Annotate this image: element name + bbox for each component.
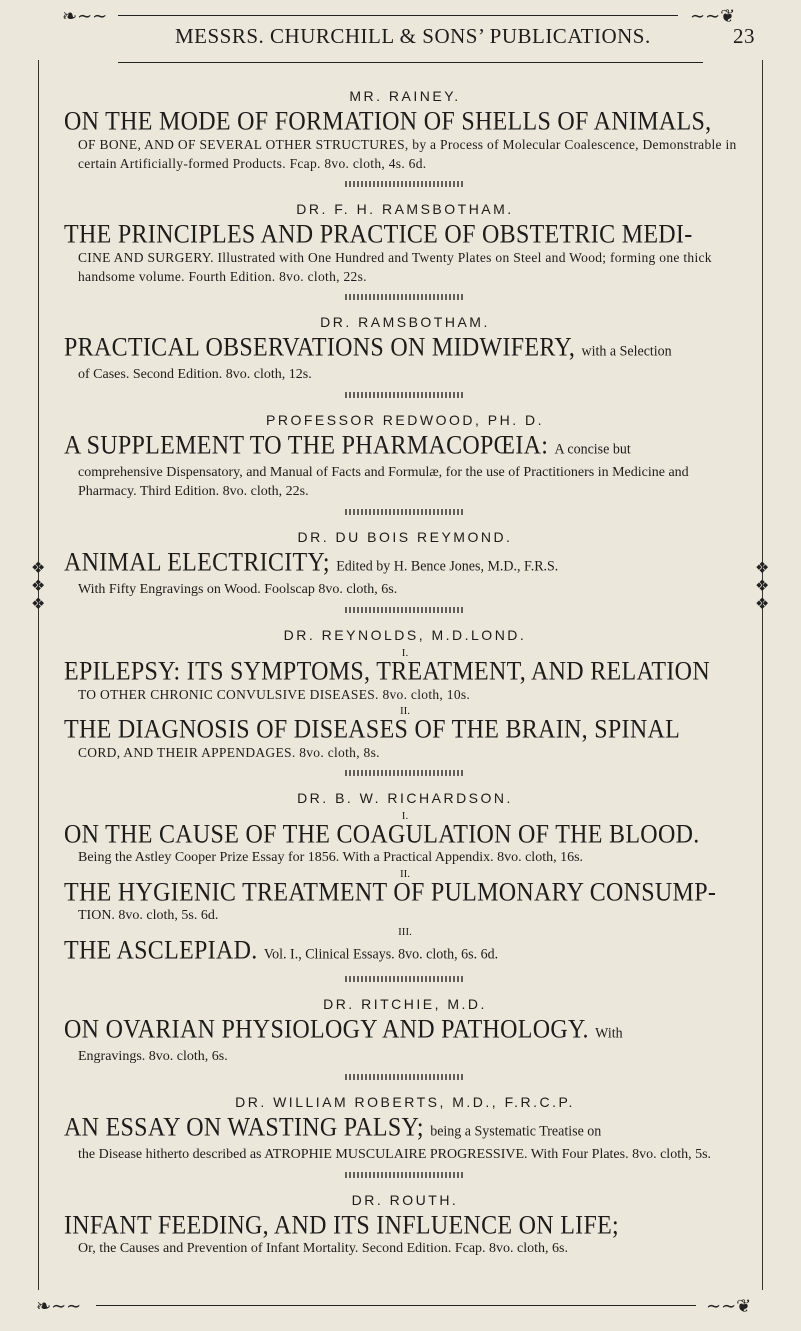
work-title: ON OVARIAN PHYSIOLOGY AND PATHOLOGY. With — [64, 1015, 623, 1044]
author-name: DR. WILLIAM ROBERTS, M.D., F.R.C.P. — [235, 1094, 575, 1110]
work-title: EPILEPSY: ITS SYMPTOMS, TREATMENT, AND RELATION — [64, 657, 710, 687]
work-details: the Disease hitherto described as ATROPHIE MUSCULAIRE PROGRESSIVE. With Four Plates. 8vo. cloth, 5s. — [78, 1147, 712, 1162]
work-title: AN ESSAY ON WASTING PALSY; being a Systematic Treatise on — [64, 1113, 602, 1142]
work-numeral: II. — [399, 705, 411, 717]
title-continuation: Vol. I., Clinical Essays. 8vo. cloth, 6s. 6d. — [263, 946, 499, 963]
left-ornament: ❖ ❖ ❖ — [31, 560, 46, 613]
author-name: DR. B. W. RICHARDSON. — [297, 790, 513, 806]
entry-f-h-ramsbotham — [64, 201, 746, 300]
separator — [345, 976, 465, 982]
work-title: THE ASCLEPIAD. Vol. I., Clinical Essays. 8vo. cloth, 6s. 6d. — [64, 936, 499, 965]
work-details: Or, the Causes and Prevention of Infant Mortality. Second Edition. Fcap. 8vo. cloth, 6s. — [78, 1241, 568, 1256]
work-details: Being the Astley Cooper Prize Essay for 1856. With a Practical Appendix. 8vo. cloth, 16s. — [78, 850, 584, 865]
work-title: PRACTICAL OBSERVATIONS ON MIDWIFERY, with a Selection — [64, 333, 672, 362]
separator — [345, 392, 465, 398]
left-border — [38, 60, 39, 1290]
work-subtitle: CINE AND SURGERY. Illustrated with One Hundred and Twenty Plates on Steel and Wood; forming one thick handsome volume. Fourth Edition. 8vo. cloth, 22s. — [78, 250, 712, 284]
work-title: THE HYGIENIC TREATMENT OF PULMONARY CONSUMP- — [64, 878, 717, 908]
author-name: MR. RAINEY. — [349, 88, 461, 104]
work-numeral: I. — [401, 810, 409, 822]
work-details: 8vo. cloth, 8s. — [299, 745, 380, 760]
work-subtitle: OF BONE, AND OF SEVERAL OTHER STRUCTURES, by a Process of Molecular Coalescence, Demonstrable in certain Artificially-formed Products. Fcap. 8vo. cloth, 4s. 6d. — [78, 137, 737, 171]
top-left-flourish: ❧∼∼ — [62, 6, 108, 26]
work-details: Illustrated with One Hundred and Twenty Plates on Steel and Wood; forming one thick handsome volume. Fourth Edition. 8vo. cloth, 22s. — [78, 250, 712, 284]
author-name: PROFESSOR REDWOOD, PH. D. — [266, 412, 544, 428]
top-right-flourish: ∼∼❦ — [690, 6, 736, 26]
work-title: ANIMAL ELECTRICITY; Edited by H. Bence Jones, M.D., F.R.S. — [64, 548, 559, 577]
right-ornament: ❖ ❖ ❖ — [755, 560, 770, 613]
separator — [345, 509, 465, 515]
work-numeral: III. — [398, 926, 412, 938]
title-continuation: A concise but — [554, 441, 631, 458]
work-title: THE DIAGNOSIS OF DISEASES OF THE BRAIN, SPINAL — [64, 715, 681, 745]
entry-ramsbotham — [64, 314, 746, 398]
entry-rainey — [64, 88, 746, 187]
bottom-right-flourish: ∼∼❦ — [706, 1296, 752, 1316]
page-number: 23 — [733, 24, 755, 48]
separator — [345, 294, 465, 300]
separator — [345, 1172, 465, 1178]
work-title: THE PRINCIPLES AND PRACTICE OF OBSTETRIC MEDI- — [64, 220, 693, 250]
publisher-title: MESSRS. CHURCHILL & SONS’ PUBLICATIONS. — [175, 24, 651, 48]
work-details: With Fifty Engravings on Wood. Foolscap 8vo. cloth, 6s. — [78, 582, 398, 597]
work-details: TION. 8vo. cloth, 5s. 6d. — [78, 908, 219, 923]
page-header — [175, 24, 755, 49]
work-numeral: I. — [401, 647, 409, 659]
catalogue-list — [64, 88, 746, 1258]
work-details: Engravings. 8vo. cloth, 6s. — [78, 1049, 228, 1064]
entry-richardson — [64, 790, 746, 982]
work-details: comprehensive Dispensatory, and Manual of Facts and Formulæ, for the use of Practitioners in Medicine and Pharmacy. Third Edition. 8vo. cloth, 22s. — [78, 465, 689, 499]
entry-redwood — [64, 412, 746, 515]
right-border — [762, 60, 763, 1290]
entry-ritchie — [64, 996, 746, 1080]
work-details: 8vo. cloth, 10s. — [382, 687, 471, 702]
separator — [345, 607, 465, 613]
work-title: A SUPPLEMENT TO THE PHARMACOPŒIA: A concise but — [64, 431, 631, 460]
title-continuation: being a Systematic Treatise on — [430, 1123, 602, 1140]
work-title: INFANT FEEDING, AND ITS INFLUENCE ON LIFE; — [64, 1211, 620, 1241]
entry-reynolds — [64, 627, 746, 776]
entry-roberts — [64, 1094, 746, 1178]
entry-du-bois-reymond — [64, 529, 746, 613]
author-name: DR. RAMSBOTHAM. — [320, 314, 490, 330]
work-title: ON THE CAUSE OF THE COAGULATION OF THE BLOOD. — [64, 820, 700, 850]
author-name: DR. DU BOIS REYMOND. — [297, 529, 513, 545]
author-name: DR. RITCHIE, M.D. — [323, 996, 487, 1012]
separator — [345, 1074, 465, 1080]
work-title: ON THE MODE OF FORMATION OF SHELLS OF ANIMALS, — [64, 107, 712, 137]
author-name: DR. F. H. RAMSBOTHAM. — [296, 201, 514, 217]
work-details: of Cases. Second Edition. 8vo. cloth, 12s. — [78, 367, 312, 382]
separator — [345, 181, 465, 187]
work-subtitle: CORD, AND THEIR APPENDAGES. 8vo. cloth, 8s. — [78, 745, 380, 760]
bottom-rule — [96, 1305, 696, 1306]
entry-routh — [64, 1192, 746, 1258]
work-details: by a Process of Molecular Coalescence, Demonstrable in certain Artificially-formed Products. Fcap. 8vo. cloth, 4s. 6d. — [78, 137, 737, 171]
title-continuation: with a Selection — [581, 343, 672, 360]
work-subtitle: TO OTHER CHRONIC CONVULSIVE DISEASES. 8vo. cloth, 10s. — [78, 687, 471, 702]
bottom-left-flourish: ❧∼∼ — [36, 1296, 82, 1316]
title-continuation: Edited by H. Bence Jones, M.D., F.R.S. — [336, 558, 559, 575]
top-rule — [118, 15, 678, 16]
header-rule — [118, 62, 703, 63]
work-numeral: II. — [399, 868, 411, 880]
author-name: DR. ROUTH. — [351, 1192, 459, 1208]
separator — [345, 770, 465, 776]
title-continuation: With — [595, 1025, 623, 1042]
author-name: DR. REYNOLDS, M.D.LOND. — [283, 627, 527, 643]
